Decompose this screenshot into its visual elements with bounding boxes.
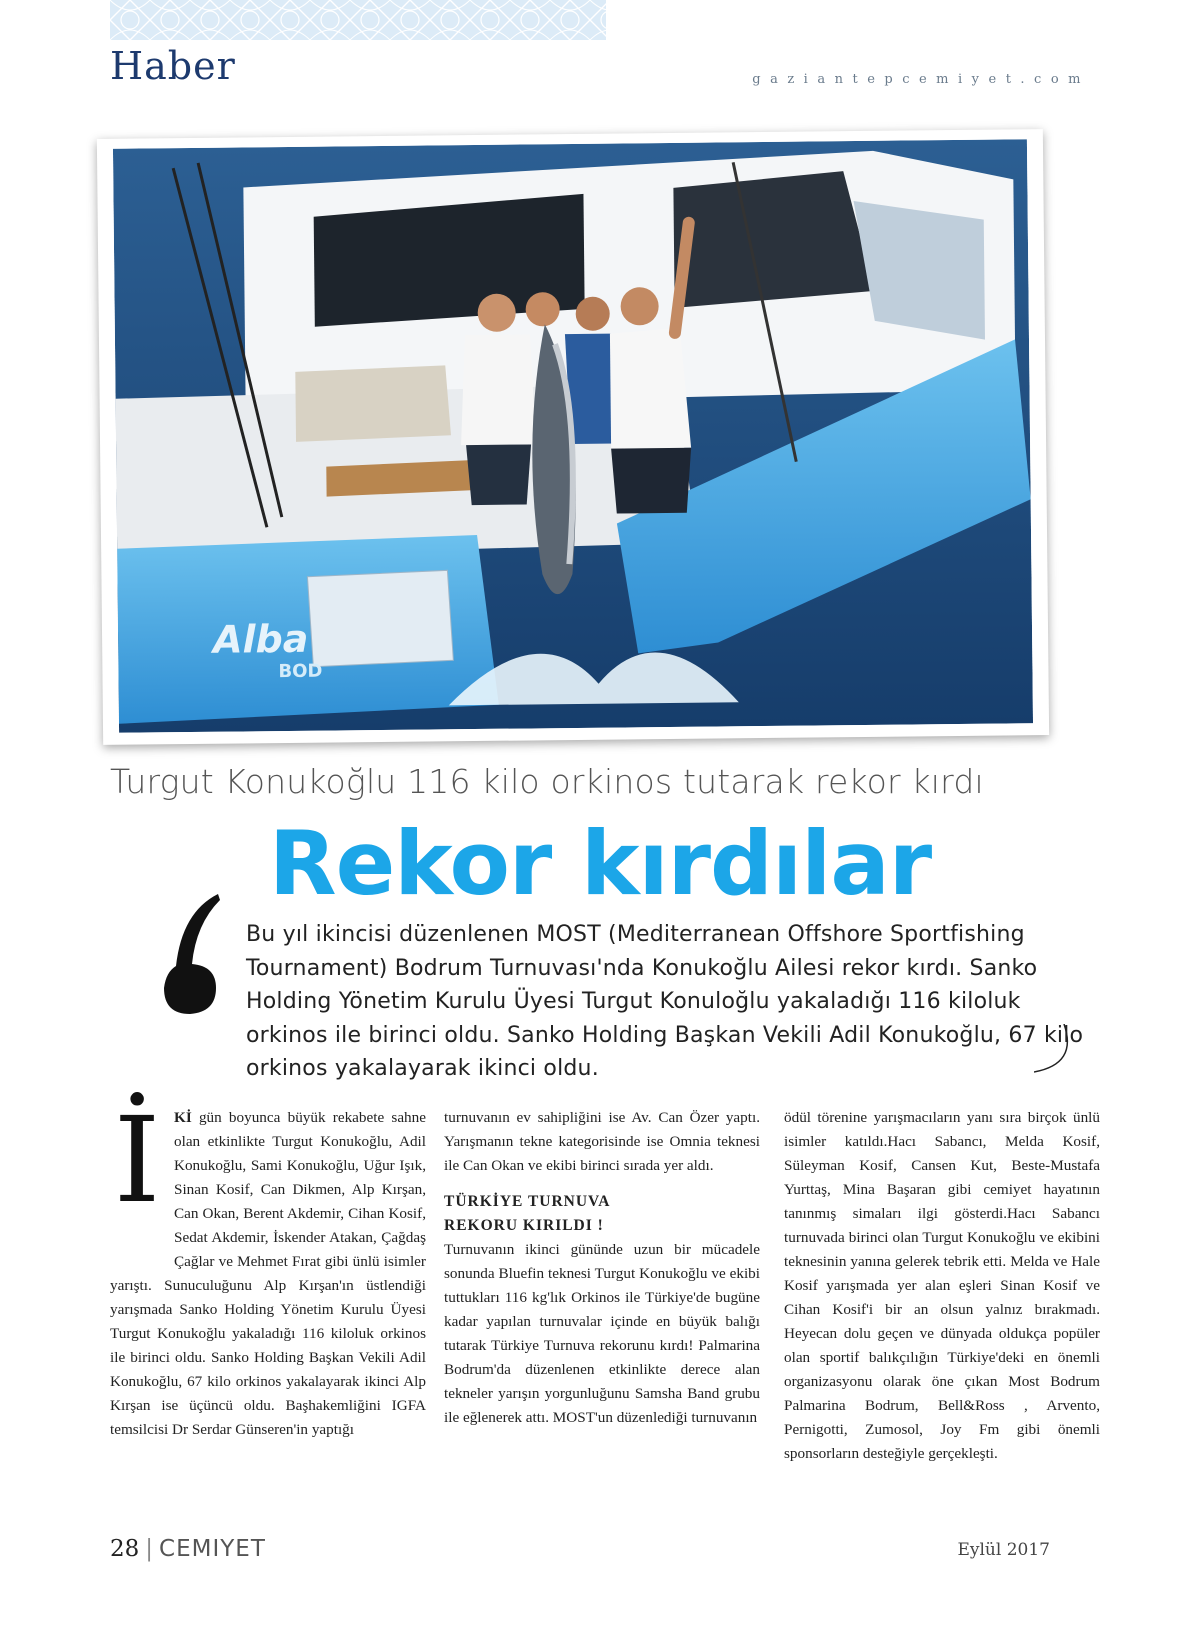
page-number: 28 bbox=[110, 1536, 140, 1562]
lead-curve-icon bbox=[1034, 1024, 1094, 1074]
issue-date: Eylül 2017 bbox=[957, 1540, 1050, 1560]
column-2-heading-line-2: REKORU KIRILDI ! bbox=[444, 1217, 604, 1234]
footer-separator: | bbox=[145, 1536, 154, 1562]
column-1-text: gün boyunca büyük rekabete sahne olan etkinlikte Turgut Konukoğlu, Adil Konukoğlu, Sami Konukoğlu, Uğur Işık, Sinan Kosif, Can Dikmen, Alp Kırşan, Can Okan, Berent Akdemir, Cihan Kosif, Sedat Akdemir, İskender Atakan, Çağdaş Çağlar ve Mehmet Fırat gibi ünlü isimler yarıştı. Sunuculuğunu Alp Kırşan'ın üstlendiği yarışmada Sanko Holding Yönetim Kurulu Üyesi Turgut Konukoğlu yakaladığı 116 kiloluk orkinos ile birinci oldu. Sanko Holding Başkan Vekili Adil Konukoğlu, 67 kilo orkinos yakalayarak ikinci Alp Kırşan ise üçüncü oldu. Başhakemliğini IGFA temsilcisi Dr Serdar Günseren'in yaptığı bbox=[110, 1109, 426, 1438]
article-photo bbox=[97, 129, 1049, 745]
header-pattern bbox=[110, 0, 606, 40]
article-body bbox=[110, 1091, 1100, 1526]
footer-page-info bbox=[110, 1536, 266, 1562]
column-3-text: ödül törenine yarışmacıların yanı sıra birçok ünlü isimler katıldı.Hacı Sabancı, Melda Kosif, Süleyman Kosif, Cansen Kut, Beste-Mustafa Yurttaş, Mina Başaran gibi cemiyet hayatının tanınmış simaları ilgi gösterdi.Hacı Sabancı turnuvada birinci olan Turgut Konukoğlu ve ekibini teknesinin yanına gelerek tebrik etti. Melda ve Hale Kosif yarışmada yer alan eşleri Sinan Kosif ve Cihan Kosif'i bir an olsun yalnız bırakmadı. Heyecan dolu geçen ve dünyada oldukça popüler olan sportif balıkçılığın Türkiye'deki en önemli organizasyonu olarak öne çıkan Most Bodrum Palmarina Bodrum, Bell&Ross , Arvento, Pernigotti, Zumosol, Joy Fm gibi önemli sponsorların desteğiyle gerçekleşti. bbox=[784, 1109, 1100, 1462]
column-2-paragraph-1: turnuvanın ev sahipliğini ise Av. Can Özer yaptı. Yarışmanın tekne kategorisinde ise Omnia teknesi ile Can Okan ve ekibi birinci sırada yer aldı. bbox=[444, 1109, 760, 1174]
drop-cap: İ bbox=[113, 1091, 161, 1229]
article-lead: Bu yıl ikincisi düzenlenen MOST (Mediterranean Offshore Sportfishing Tournament) Bodrum Turnuvası'nda Konukoğlu Ailesi rekor kırdı. Sanko Holding Yönetim Kurulu Üyesi Turgut Konuloğlu yakaladığı 116 kiloluk orkinos ile birinci oldu. Sanko Holding Başkan Vekili Adil Konukoğlu, 67 kilo orkinos yakalayarak ikinci oldu. bbox=[246, 922, 1084, 1081]
article-subtitle: Turgut Konukoğlu 116 kilo orkinos tutarak rekor kırdı bbox=[110, 762, 984, 801]
magazine-name: CEMIYET bbox=[159, 1536, 266, 1562]
quote-mark-icon bbox=[160, 890, 224, 1020]
article-column-1 bbox=[110, 1091, 426, 1442]
section-label: Haber bbox=[110, 44, 236, 88]
boat-port: BOD bbox=[278, 660, 323, 683]
column-2-heading-line-1: TÜRKİYE TURNUVA bbox=[444, 1193, 611, 1210]
boat-name: Alba bbox=[212, 616, 309, 662]
article-column-3 bbox=[784, 1106, 1100, 1466]
column-1-opening: Kİ bbox=[174, 1109, 192, 1126]
site-url: gaziantepcemiyet.com bbox=[752, 72, 1090, 87]
column-2-paragraph-2: Turnuvanın ikinci gününde uzun bir mücadele sonunda Bluefin teknesi Turgut Konukoğlu ve ekibi tuttukları 116 kg'lık Orkinos ile Türkiye'de bugüne kadar yapılan turnuvalar içinde en büyük balığı tutarak Türkiye Turnuva rekorunu kırdı! Palmarina Bodrum'da düzenlenen etkinlikte derece alan tekneler yarışın yorgunluğunu Samsha Band grubu ile eğlenerek attı. MOST'un düzenlediği turnuvanın bbox=[444, 1241, 760, 1426]
article-title: Rekor kırdılar bbox=[268, 812, 932, 915]
article-column-2 bbox=[444, 1106, 760, 1430]
column-2-heading bbox=[444, 1190, 760, 1238]
